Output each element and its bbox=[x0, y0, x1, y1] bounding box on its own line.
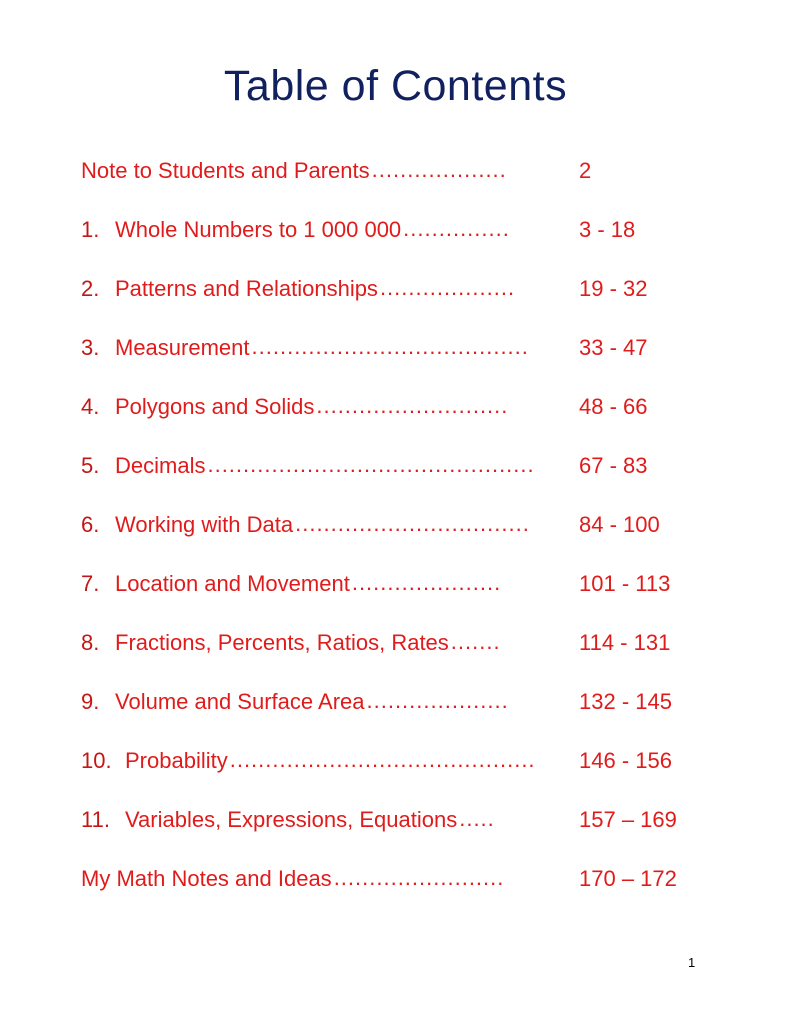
toc-entry-label: Fractions, Percents, Ratios, Rates bbox=[115, 630, 449, 655]
toc-entry-number: 7. bbox=[81, 571, 100, 596]
toc-entry[interactable] bbox=[81, 571, 701, 630]
toc-entry-number: 1. bbox=[81, 217, 100, 242]
toc-entry[interactable] bbox=[81, 807, 701, 866]
toc-entry-pages: 3 - 18 bbox=[579, 217, 636, 242]
toc-entry-number: 5. bbox=[81, 453, 100, 478]
toc-entry-label: Decimals bbox=[115, 453, 206, 478]
toc-entry-pages: 146 - 156 bbox=[579, 748, 672, 773]
toc-entry[interactable] bbox=[81, 748, 701, 807]
toc-entry-leader: ................... bbox=[371, 157, 507, 182]
toc-entry[interactable] bbox=[81, 689, 701, 748]
toc-entry-number: 9. bbox=[81, 689, 100, 714]
toc-entry[interactable] bbox=[81, 866, 701, 925]
toc-entry-number: 4. bbox=[81, 394, 100, 419]
toc-entry[interactable] bbox=[81, 630, 701, 689]
table-of-contents-list bbox=[81, 158, 701, 925]
toc-entry-pages: 101 - 113 bbox=[579, 571, 671, 596]
toc-entry[interactable] bbox=[81, 217, 701, 276]
toc-entry-pages: 19 - 32 bbox=[579, 276, 648, 301]
toc-entry-label: Volume and Surface Area bbox=[115, 689, 365, 714]
toc-entry-pages: 114 - 131 bbox=[579, 630, 671, 655]
toc-entry-label: Polygons and Solids bbox=[115, 394, 315, 419]
toc-entry-number: 3. bbox=[81, 335, 100, 360]
toc-entry-leader: ........................................... bbox=[229, 747, 536, 772]
toc-entry[interactable] bbox=[81, 335, 701, 394]
page-title: Table of Contents bbox=[223, 62, 568, 110]
toc-entry-number: 2. bbox=[81, 276, 100, 301]
toc-entry-pages: 33 - 47 bbox=[579, 335, 648, 360]
toc-entry-label: My Math Notes and Ideas bbox=[81, 866, 332, 891]
toc-entry-label: Note to Students and Parents bbox=[81, 158, 370, 183]
toc-entry-leader: .............................................. bbox=[207, 452, 535, 477]
toc-entry-leader: ..... bbox=[459, 806, 495, 831]
toc-entry-number: 11. bbox=[81, 807, 110, 832]
toc-entry-label: Whole Numbers to 1 000 000 bbox=[115, 217, 402, 242]
toc-entry-pages: 170 – 172 bbox=[579, 866, 677, 891]
page-number: 1 bbox=[688, 955, 696, 970]
toc-entry-leader: ............... bbox=[403, 216, 510, 241]
toc-entry-leader: ....................................... bbox=[251, 334, 529, 359]
toc-entry-leader: ....... bbox=[450, 629, 501, 654]
toc-entry-pages: 132 - 145 bbox=[579, 689, 672, 714]
toc-entry-label: Location and Movement bbox=[115, 571, 350, 596]
toc-entry-pages: 2 bbox=[579, 158, 592, 183]
toc-entry-number: 6. bbox=[81, 512, 100, 537]
toc-entry-label: Patterns and Relationships bbox=[115, 276, 378, 301]
toc-entry-pages: 84 - 100 bbox=[579, 512, 660, 537]
toc-entry-leader: ........................... bbox=[316, 393, 509, 418]
toc-entry-leader: ..................... bbox=[351, 570, 502, 595]
toc-entry-label: Variables, Expressions, Equations bbox=[125, 807, 458, 832]
toc-entry-leader: ................... bbox=[379, 275, 516, 300]
toc-entry-number: 10. bbox=[81, 748, 112, 773]
toc-entry[interactable] bbox=[81, 158, 701, 217]
toc-entry-label: Measurement bbox=[115, 335, 250, 360]
toc-entry-label: Working with Data bbox=[115, 512, 294, 537]
toc-entry[interactable] bbox=[81, 394, 701, 453]
toc-entry-number: 8. bbox=[81, 630, 100, 655]
toc-entry-leader: .................... bbox=[366, 688, 509, 713]
toc-entry[interactable] bbox=[81, 276, 701, 335]
toc-entry-pages: 48 - 66 bbox=[579, 394, 648, 419]
toc-entry-pages: 157 – 169 bbox=[579, 807, 677, 832]
toc-entry-leader: ................................. bbox=[295, 511, 530, 536]
toc-entry-label: Probability bbox=[125, 748, 228, 773]
toc-entry[interactable] bbox=[81, 512, 701, 571]
toc-entry-leader: ........................ bbox=[333, 865, 505, 890]
toc-entry-pages: 67 - 83 bbox=[579, 453, 648, 478]
toc-entry[interactable] bbox=[81, 453, 701, 512]
